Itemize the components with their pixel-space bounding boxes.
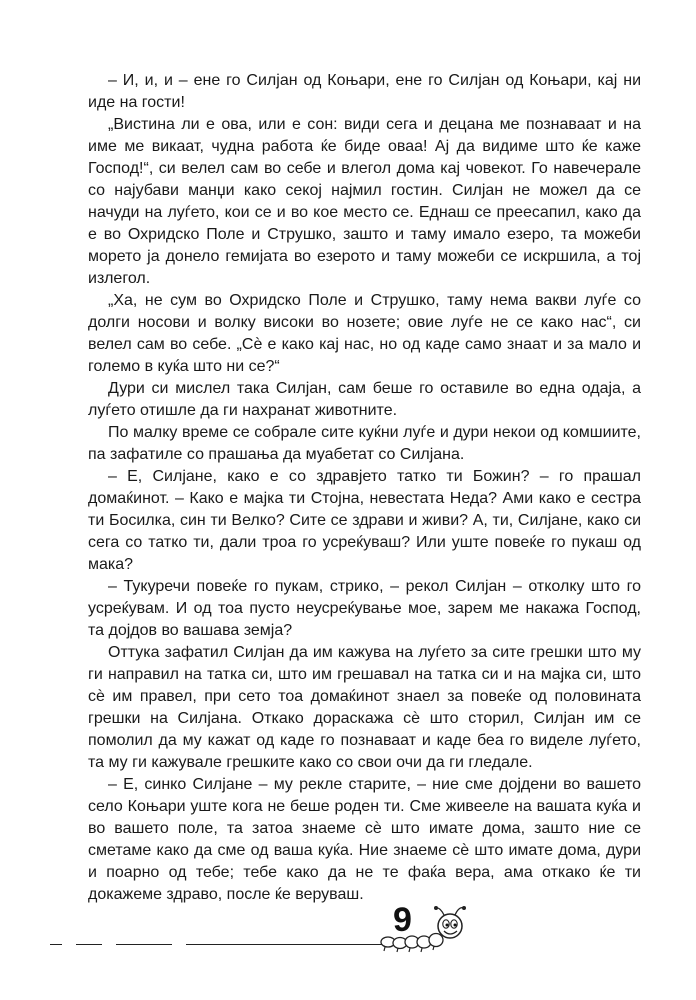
paragraph: – И, и, и – ене го Силјан од Коњари, ене го Силјан од Коњари, кај ни иде на гости! (88, 72, 641, 111)
footer-dash (186, 944, 386, 945)
page-number: 9 (393, 901, 412, 939)
paragraph: – Е, Силјане, како е со здравјето татко ти Божин? – го прашал домаќинот. – Како е мајка ти Стојна, невестата Неда? Ами како е сестра ти Босилка, син ти Велко? Сите се здрави и живи? А, ти, Силјане, како си сега со татко ти, дали троа го усреќуваш? Или уште повеќе го пукаш од мака? (88, 468, 641, 573)
paragraph: Дури си мислел така Силјан, сам беше го оставиле во една одаја, а луѓето отишле да ги нахранат животните. (88, 380, 641, 419)
paragraph: „Вистина ли е ова, или е сон: види сега и децана ме познаваат и на име ме викаат, чудна работа ќе биде оваа! Ај да видиме што ќе каже Господ!“, си велел сам во себе и влегол дома кај човекот. Го навечерале со најубави манџи како секој најмил гостин. Силјан не можел да се начуди на луѓето, кои се и во кое место се. Еднаш се преесапил, како да е во Охридско Поле и Струшко, зашто и таму имало езеро, та можеби морето ја донело гемијата во езерото и таму можеби се искршила, а тој излегол. (88, 116, 641, 287)
paragraph: – Тукуречи повеќе го пукам, стрико, – рекол Силјан – отколку што го усреќувам. И од тоа пусто неусреќување мое, зарем ме накажа Господ, та дојдов во вашава земја? (88, 578, 641, 639)
footer-dash (50, 944, 62, 945)
body-text (88, 70, 641, 906)
paragraph: – Е, синко Силјане – му рекле старите, – ние сме дојдени во вашето село Коњари уште кога не беше роден ти. Сме живееле на вашата куќа и во вашето поле, та затоа знаеме сѐ што имате дома, зашто ние се сметаме како да сме од ваша куќа. Ние знаеме сѐ што имате дома, дури и поарно од тебе; тебе како да не те фаќа вера, ама откако ќе ти докажеме здраво, после ќе веруваш. (88, 776, 641, 903)
footer-dash (76, 944, 102, 945)
paragraph: По малку време се собрале сите куќни луѓе и дури некои од комшиите, па зафатиле со прашања да муабетат со Силјана. (88, 424, 641, 463)
footer-dash (116, 944, 172, 945)
page-footer (50, 900, 650, 960)
paragraph: „Ха, не сум во Охридско Поле и Струшко, таму нема вакви луѓе со долги носови и волку високи во нозете; овие луѓе не се како нас“, си велел сам во себе. „Сѐ е како кај нас, но од каде само знаат и за мало и големо в куќа што ни се?“ (88, 292, 641, 375)
paragraph: Оттука зафатил Силјан да им кажува на луѓето за сите грешки што му ги направил на татка си, што им грешавал на татка си и на мајка си, што сѐ им правел, при сето тоа домаќинот знаел за повеќе од половината грешки на Силјана. Откако дораскажа сѐ што сторил, Силјан им се помолил да му кажат од каде го познаваат и каде беа го виделе луѓето, та му ги кажувале грешките како со свои очи да ги гледале. (88, 644, 641, 771)
